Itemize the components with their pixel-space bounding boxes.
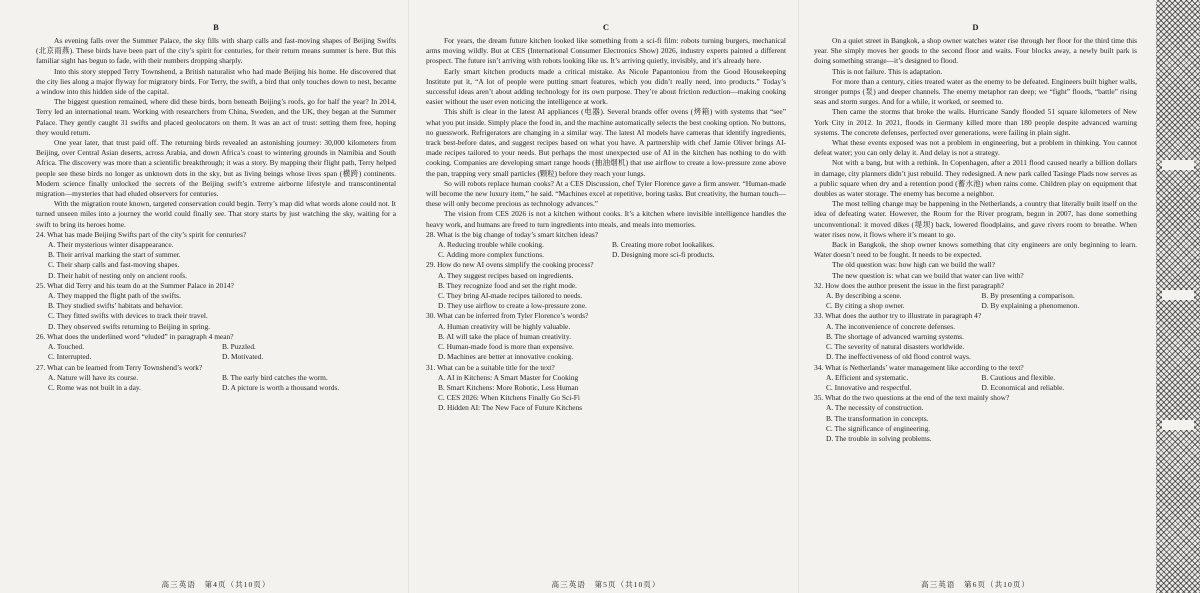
answer-option[interactable]: A. Their mysterious winter disappearance. xyxy=(48,240,174,250)
strip-gap xyxy=(1162,420,1194,430)
question-stem: 30. What can be inferred from Tyler Florence’s words? xyxy=(426,311,589,321)
answer-option[interactable]: A. The inconvenience of concrete defenses. xyxy=(826,321,955,331)
passage-paragraph: For years, the dream future kitchen looked like something from a sci-fi film: robots turning burgers, mechanical arms moving wildly. But at CES (International Consumer Electronics Show) 2026, industry experts painted a different prospect. The future isn’t arriving with robots looking like us. It’s arriving quietly, invisibly, and it’s already here. xyxy=(426,36,786,66)
answer-option[interactable]: A. Efficient and systematic. xyxy=(826,372,909,382)
answer-option[interactable]: A. Reducing trouble while cooking. xyxy=(438,240,544,250)
answer-option[interactable]: B. They recognize food and set the right mode. xyxy=(438,280,578,290)
answer-option[interactable]: D. The ineffectiveness of old flood control ways. xyxy=(826,352,971,362)
answer-option[interactable]: C. Rome was not built in a day. xyxy=(48,382,141,392)
passage-paragraph: Then came the storms that broke the walls. Hurricane Sandy flooded 51 square kilometers of New York City in 2012. In 2021, floods in Germany killed more than 180 people despite advanced warning systems. The concrete defenses, perfected over generations, were failing in plain sight. xyxy=(814,107,1137,137)
option-row xyxy=(48,342,396,352)
page-footer: 高三英语 第6页（共10页） xyxy=(921,580,1030,589)
passage-paragraph: One year later, that trust paid off. The returning birds revealed an astonishing journey: 30,000 kilometers from Beijing, over Central Asian deserts, across Arabia, and down Africa’s coast to wintering grounds in Namibia and South Africa. The discovery was more than a scientific breakthrough; it was a story. By mapping their flight path, Terry helped people see these birds no longer as unknown dots in the sky, but as living beings whose lives span (横跨) continents. Modern science finally unlocked the secrets of the Beijing swift’s extreme airborne lifestyle and transcontinental migration—mysteries that had eluded observers for centuries. xyxy=(36,138,396,199)
answer-option[interactable]: B. They studied swifts’ habitats and behavior. xyxy=(48,301,183,311)
strip-gap xyxy=(1162,160,1194,170)
answer-option[interactable]: D. Their habit of nesting only on ancient roofs. xyxy=(48,270,188,280)
answer-option[interactable]: A. They mapped the flight path of the swifts. xyxy=(48,291,181,301)
answer-option[interactable]: B. The transformation in concepts. xyxy=(826,413,929,423)
answer-option[interactable]: C. They bring AI-made recipes tailored to needs. xyxy=(438,291,583,301)
passage-paragraph: On a quiet street in Bangkok, a shop owner watches water rise through her floor for the third time this year. She simply moves her goods to the second floor and waits. Four blocks away, a newly built park is doing something strange—it’s designed to flood. xyxy=(814,36,1137,66)
section-letter: B xyxy=(213,22,219,32)
passage-paragraph: This is not failure. This is adaptation. xyxy=(832,66,943,76)
section-c-page xyxy=(420,0,792,593)
option-row xyxy=(438,240,786,250)
answer-option[interactable]: D. A picture is worth a thousand words. xyxy=(222,382,340,392)
section-b-page xyxy=(30,0,402,593)
passage-paragraph: The new question is: what can we build that water can live with? xyxy=(832,270,1024,280)
passage-paragraph: Back in Bangkok, the shop owner knows something that city engineers are only beginning to learn. Water doesn’t need to be fought. It needs to be expected. xyxy=(814,240,1137,260)
question-stem: 32. How does the author present the issue in the first paragraph? xyxy=(814,280,1005,290)
answer-option[interactable]: C. Innovative and respectful. xyxy=(826,382,912,392)
answer-option[interactable]: D. They use airflow to create a low-pressure zone. xyxy=(438,301,587,311)
option-row xyxy=(826,291,1137,301)
page-footer: 高三英语 第4页（共10页） xyxy=(161,580,271,589)
answer-option[interactable]: C. Human-made food is more than expensive. xyxy=(438,342,574,352)
question-stem: 31. What can be a suitable title for the text? xyxy=(426,362,555,372)
answer-option[interactable]: B. Cautious and flexible. xyxy=(981,372,1056,382)
page-fold xyxy=(408,0,409,593)
answer-option[interactable]: B. The early bird catches the worm. xyxy=(222,372,328,382)
passage-paragraph: For more than a century, cities treated water as the enemy to be defeated. Engineers built higher walls, stronger pumps (泵) and deeper channels. The enemy metaphor ran deep; we “fight” floods, “battle” rising seas and storm surges. And for a while, it worked, or seemed to. xyxy=(814,76,1137,107)
section-letter: D xyxy=(972,22,979,32)
passage-paragraph: The biggest question remained, where did these birds, born beneath Beijing’s roofs, go for half the year? In 2014, Terry led an international team. Working with researchers from China, Sweden, and the UK, they began at the Summer Palace. They gently caught 31 swifts and placed geolocators on them. It was an act of trust: setting them free, hoping they would return. xyxy=(36,97,396,137)
question-stem: 24. What has made Beijing Swifts part of the city’s spirit for centuries? xyxy=(36,229,247,239)
answer-option[interactable]: C. By citing a shop owner. xyxy=(826,301,905,311)
answer-option[interactable]: B. AI will take the place of human creativity. xyxy=(438,331,571,341)
answer-option[interactable]: D. The trouble in solving problems. xyxy=(826,433,932,443)
answer-option[interactable]: C. The significance of engineering. xyxy=(826,423,931,433)
question-stem: 29. How do new AI ovens simplify the cooking process? xyxy=(426,260,594,270)
passage-paragraph: Into this story stepped Terry Townshend, a British naturalist who had made Beijing his home. He discovered that the city lies along a major flyway for migratory birds. For Terry, the swift, a bird that only touches down to nest, became a window into this hidden side of the capital. xyxy=(36,66,396,97)
passage-paragraph: The old question was: how high can we build the wall? xyxy=(832,260,995,270)
answer-option[interactable]: C. Interrupted. xyxy=(48,352,92,362)
question-stem: 27. What can be learned from Terry Townshend’s work? xyxy=(36,362,203,372)
section-letter: C xyxy=(602,22,610,32)
answer-option[interactable]: B. Smart Kitchens: More Robotic, Less Human xyxy=(438,382,579,392)
page-fold xyxy=(798,0,799,593)
option-row xyxy=(48,383,396,393)
answer-option[interactable]: A. AI in Kitchens: A Smart Master for Cooking xyxy=(438,372,579,382)
answer-option[interactable]: C. They fitted swifts with devices to track their travel. xyxy=(48,311,208,321)
option-row xyxy=(48,373,396,383)
answer-option[interactable]: A. By describing a scene. xyxy=(826,291,902,301)
answer-option[interactable]: D. Hidden AI: The New Face of Future Kitchens xyxy=(438,403,583,413)
passage-paragraph: As evening falls over the Summer Palace, the sky fills with sharp calls and fast-moving shapes of Beijing Swifts (北京雨燕). These birds have been part of the city’s spirit for centuries, for their return means summer is here. But this familiar sight has begun to fade, with their numbers dropping sharply. xyxy=(36,36,396,66)
strip-gap xyxy=(1162,290,1194,300)
section-d-page xyxy=(808,0,1143,593)
answer-option[interactable]: C. Their sharp calls and fast-moving shapes. xyxy=(48,260,180,270)
answer-option[interactable]: D. They observed swifts returning to Beijing in spring. xyxy=(48,321,211,331)
answer-option[interactable]: A. Nature will have its course. xyxy=(48,372,139,382)
question-stem: 26. What does the underlined word “eluded” in paragraph 4 mean? xyxy=(36,331,234,341)
answer-option[interactable]: B. Their arrival marking the start of summer. xyxy=(48,250,181,260)
answer-option[interactable]: A. Human creativity will be highly valuable. xyxy=(438,321,571,331)
passage-paragraph: Early smart kitchen products made a critical mistake. As Nicole Papantoniou from the Good Housekeeping Institute put it, “A lot of people were putting smart features, which you didn’t really need, into products.” Today’s successful ideas aren’t about adding technology for its own purpose. They’re about friction reduction—making cooking easier without the user even noticing the intelligence at work. xyxy=(426,66,786,107)
security-pattern-strip xyxy=(1156,0,1200,593)
answer-option[interactable]: A. They suggest recipes based on ingredients. xyxy=(438,270,574,280)
question-stem: 28. What is the big change of today’s smart kitchen ideas? xyxy=(426,229,599,239)
page-footer: 高三英语 第5页（共10页） xyxy=(551,580,661,589)
option-row xyxy=(438,250,786,260)
answer-option[interactable]: C. CES 2026: When Kitchens Finally Go Sci-Fi xyxy=(438,393,580,403)
answer-option[interactable]: C. The severity of natural disasters worldwide. xyxy=(826,342,965,352)
answer-option[interactable]: B. Creating more robot lookalikes. xyxy=(612,240,715,250)
option-row xyxy=(826,373,1137,383)
option-row xyxy=(48,352,396,362)
answer-option[interactable]: A. The necessity of construction. xyxy=(826,403,924,413)
question-stem: 34. What is Netherlands’ water management like according to the text? xyxy=(814,362,1024,372)
passage-paragraph: The vision from CES 2026 is not a kitchen without cooks. It’s a kitchen where invisible intelligence handles the heavy work, and humans are freed to turn ingredients into meals, and meals into memories. xyxy=(426,209,786,229)
option-row xyxy=(826,383,1137,393)
answer-option[interactable]: D. Designing more sci-fi products. xyxy=(612,250,715,260)
passage-paragraph: Not with a bang, but with a rethink. In Copenhagen, after a 2011 flood caused nearly a billion dollars in damage, city planners didn’t just rebuild. They redesigned. A new park called Tasinge Plads now serves as a public square when dry and a retention pond (蓄水池) when rains come. Children play on equipment that doubles as water storage. The enemy has become a neighbor. xyxy=(814,158,1137,199)
answer-option[interactable]: D. Machines are better at innovative cooking. xyxy=(438,352,574,362)
answer-option[interactable]: A. Touched. xyxy=(48,342,85,352)
answer-option[interactable]: D. Economical and reliable. xyxy=(981,382,1065,392)
question-stem: 25. What did Terry and his team do at the Summer Palace in 2014? xyxy=(36,280,234,290)
question-stem: 33. What does the author try to illustrate in paragraph 4? xyxy=(814,311,982,321)
passage-paragraph: The most telling change may be happening in the Netherlands, a country that literally built itself on the idea of defeating water. However, the Room for the River program, begun in 2007, has done something unconventional: it moved dikes (堤坝) back, lowered floodplains, and gave rivers room to breathe. When water rises now, it flows where it’s meant to go. xyxy=(814,199,1137,239)
passage-paragraph: With the migration route known, targeted conservation could begin. Terry’s map did what words alone could not. It turned unseen miles into a journey the world could finally see. That story starts by just watching the sky, waiting for a swift to bring its heroes home. xyxy=(36,199,396,229)
passage-paragraph: This shift is clear in the latest AI appliances (电器). Several brands offer ovens (烤箱) with systems that “see” what you put inside. Simply place the food in, and the machine automatically selects the best cooking option. No buttons, no guesswork. Refrigerators are changing in a similar way. The latest AI models have cameras that identify ingredients, track best-before dates, and suggest recipes based on what you have. A partnership with chef Jamie Oliver brings AI-made recipes tailored to your needs. But perhaps the most unexpected use of AI in the kitchen has nothing to do with cooking. Companies are developing smart range hoods (抽油烟机) that use airflow to create a low-pressure zone above the pan, trapping very small particles (颗粒) before they reach your lungs. xyxy=(426,107,786,178)
question-stem: 35. What do the two questions at the end of the text mainly show? xyxy=(814,393,1010,403)
answer-option[interactable]: B. By presenting a comparison. xyxy=(981,291,1075,301)
passage-paragraph: So will robots replace human cooks? At a CES Discussion, chef Tyler Florence gave a firm answer. “Human-made will become the new luxury item,” he said. “Machines excel at repetitive, boring tasks. But creativity, the human touch—these will only become precious as technology advances.” xyxy=(426,178,786,209)
answer-option[interactable]: D. Motivated. xyxy=(222,352,264,362)
option-row xyxy=(826,301,1137,311)
answer-option[interactable]: D. By explaining a phenomenon. xyxy=(981,301,1080,311)
answer-option[interactable]: C. Adding more complex functions. xyxy=(438,250,544,260)
answer-option[interactable]: B. Puzzled. xyxy=(222,342,256,352)
passage-paragraph: What these events exposed was not a problem in engineering, but a problem in thinking. You cannot defeat water; you can only delay it. And delay is not a strategy. xyxy=(814,138,1137,158)
answer-option[interactable]: B. The shortage of advanced warning systems. xyxy=(826,331,964,341)
